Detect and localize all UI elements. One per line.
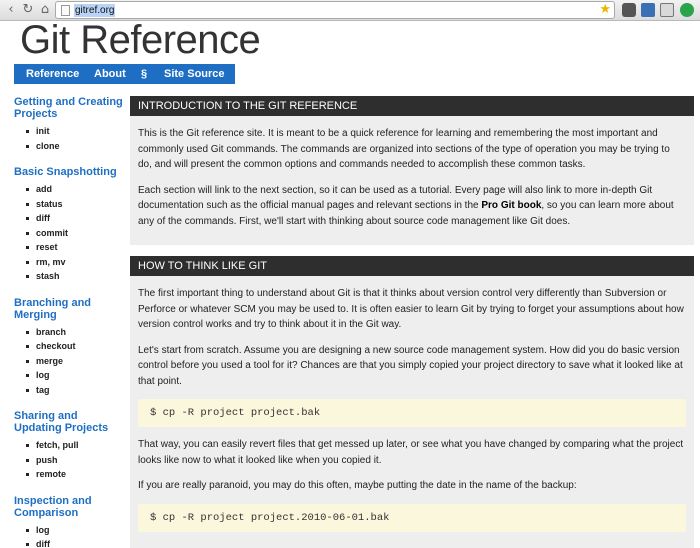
sidebar-item-checkout[interactable]: checkout <box>26 339 126 354</box>
pocket-icon[interactable] <box>622 3 636 17</box>
url-text[interactable]: gitref.org <box>75 5 115 16</box>
paragraph: That way, you can easily revert files that get messed up later, or see what you have changed by comparing what the project looks like now to what it looked like when you copied it. <box>138 439 684 466</box>
top-navigation <box>14 64 235 84</box>
section-think-like-git <box>130 256 694 548</box>
sidebar-section-branching-merging <box>14 297 126 398</box>
sidebar-heading[interactable]: Basic Snapshotting <box>14 166 117 178</box>
sidebar-section-sharing-updating <box>14 410 126 482</box>
sidebar-section-getting-creating <box>14 96 126 153</box>
back-icon[interactable]: ‹ <box>8 2 14 17</box>
paragraph: If you are really paranoid, you may do this often, maybe putting the date in the name of the backup: <box>138 480 577 491</box>
sidebar-heading[interactable]: Sharing and Updating Projects <box>14 410 109 434</box>
sidebar-item-log[interactable]: log <box>26 523 126 538</box>
sidebar <box>14 96 126 548</box>
sidebar-heading[interactable]: Getting and Creating Projects <box>14 96 123 120</box>
sidebar-item-log[interactable]: log <box>26 368 126 383</box>
nav-reference-link[interactable]: Reference <box>26 68 80 80</box>
code-block: $ cp -R project project.2010-06-01.bak <box>138 504 686 532</box>
extension-screen-icon[interactable] <box>660 3 674 17</box>
site-title[interactable]: Git Reference <box>20 22 261 62</box>
paragraph: The first important thing to understand about Git is that it thinks about version control very differently than Subversion or Perforce or whatever SCM you may be used to. It is often easier to learn Git by trying to forget your assumptions about how version control works and try to think about it in the Git way. <box>138 288 684 330</box>
section-introduction <box>130 96 694 245</box>
sidebar-heading[interactable]: Inspection and Comparison <box>14 494 92 519</box>
sidebar-section-inspection-comparison <box>14 495 126 548</box>
code-block: $ cp -R project project.bak <box>138 399 686 427</box>
extension-icon[interactable] <box>641 3 655 17</box>
main-content <box>130 96 694 548</box>
sidebar-item-branch[interactable]: branch <box>26 325 126 340</box>
sidebar-item-rm-mv[interactable]: rm, mv <box>26 255 126 270</box>
sidebar-item-stash[interactable]: stash <box>26 269 126 284</box>
sidebar-item-tag[interactable]: tag <box>26 383 126 398</box>
pro-git-book-link[interactable]: Pro Git book <box>481 200 542 211</box>
nav-site-source-link[interactable]: Site Source <box>164 68 225 80</box>
nav-about-link[interactable]: About <box>94 68 126 80</box>
sidebar-item-clone[interactable]: clone <box>26 139 126 154</box>
extension-green-icon[interactable] <box>680 3 694 17</box>
home-icon[interactable]: ⌂ <box>40 2 50 17</box>
reload-icon[interactable]: ↻ <box>22 2 34 17</box>
sidebar-item-init[interactable]: init <box>26 124 126 139</box>
sidebar-item-fetch-pull[interactable]: fetch, pull <box>26 438 126 453</box>
bookmark-star-icon[interactable]: ★ <box>599 2 611 17</box>
sidebar-item-status[interactable]: status <box>26 197 126 212</box>
address-bar[interactable] <box>55 1 615 19</box>
section-title: HOW TO THINK LIKE GIT <box>130 256 694 276</box>
paragraph: This is the Git reference site. It is meant to be a quick reference for learning and remembering the most important and commonly used Git commands. The commands are organized into sections of the type of operation you may be trying to do, and will present the common options and commands needed to accomplish these common tasks. <box>138 128 670 170</box>
sidebar-item-reset[interactable]: reset <box>26 240 126 255</box>
browser-toolbar <box>0 0 700 21</box>
sidebar-item-merge[interactable]: merge <box>26 354 126 369</box>
text-span: , so you can learn more about any of the commands. First, we'll start with thinking about source code management like Git does. <box>138 200 674 227</box>
sidebar-heading[interactable]: Branching and Merging <box>14 296 92 321</box>
sidebar-section-basic-snapshotting <box>14 166 126 284</box>
page <box>0 22 700 548</box>
sidebar-item-remote[interactable]: remote <box>26 467 126 482</box>
section-title: INTRODUCTION TO THE GIT REFERENCE <box>130 96 694 116</box>
sidebar-item-diff[interactable]: diff <box>26 211 126 226</box>
nav-section-link[interactable]: § <box>141 68 148 80</box>
page-icon <box>61 5 70 16</box>
sidebar-item-add[interactable]: add <box>26 182 126 197</box>
sidebar-item-commit[interactable]: commit <box>26 226 126 241</box>
paragraph <box>138 183 686 230</box>
paragraph: Let's start from scratch. Assume you are designing a new source code management system. How did you do basic version control before you used a tool for it? Chances are that you simply copied your project directory to save what it looked like at that point. <box>138 344 683 387</box>
sidebar-item-push[interactable]: push <box>26 453 126 468</box>
text-span: Each section will link to the next section, so it can be used as a tutorial. Every page will also link to more in-depth Git documentation such as the official manual pages and relevant sections in the <box>138 184 653 211</box>
sidebar-item-diff[interactable]: diff <box>26 537 126 548</box>
